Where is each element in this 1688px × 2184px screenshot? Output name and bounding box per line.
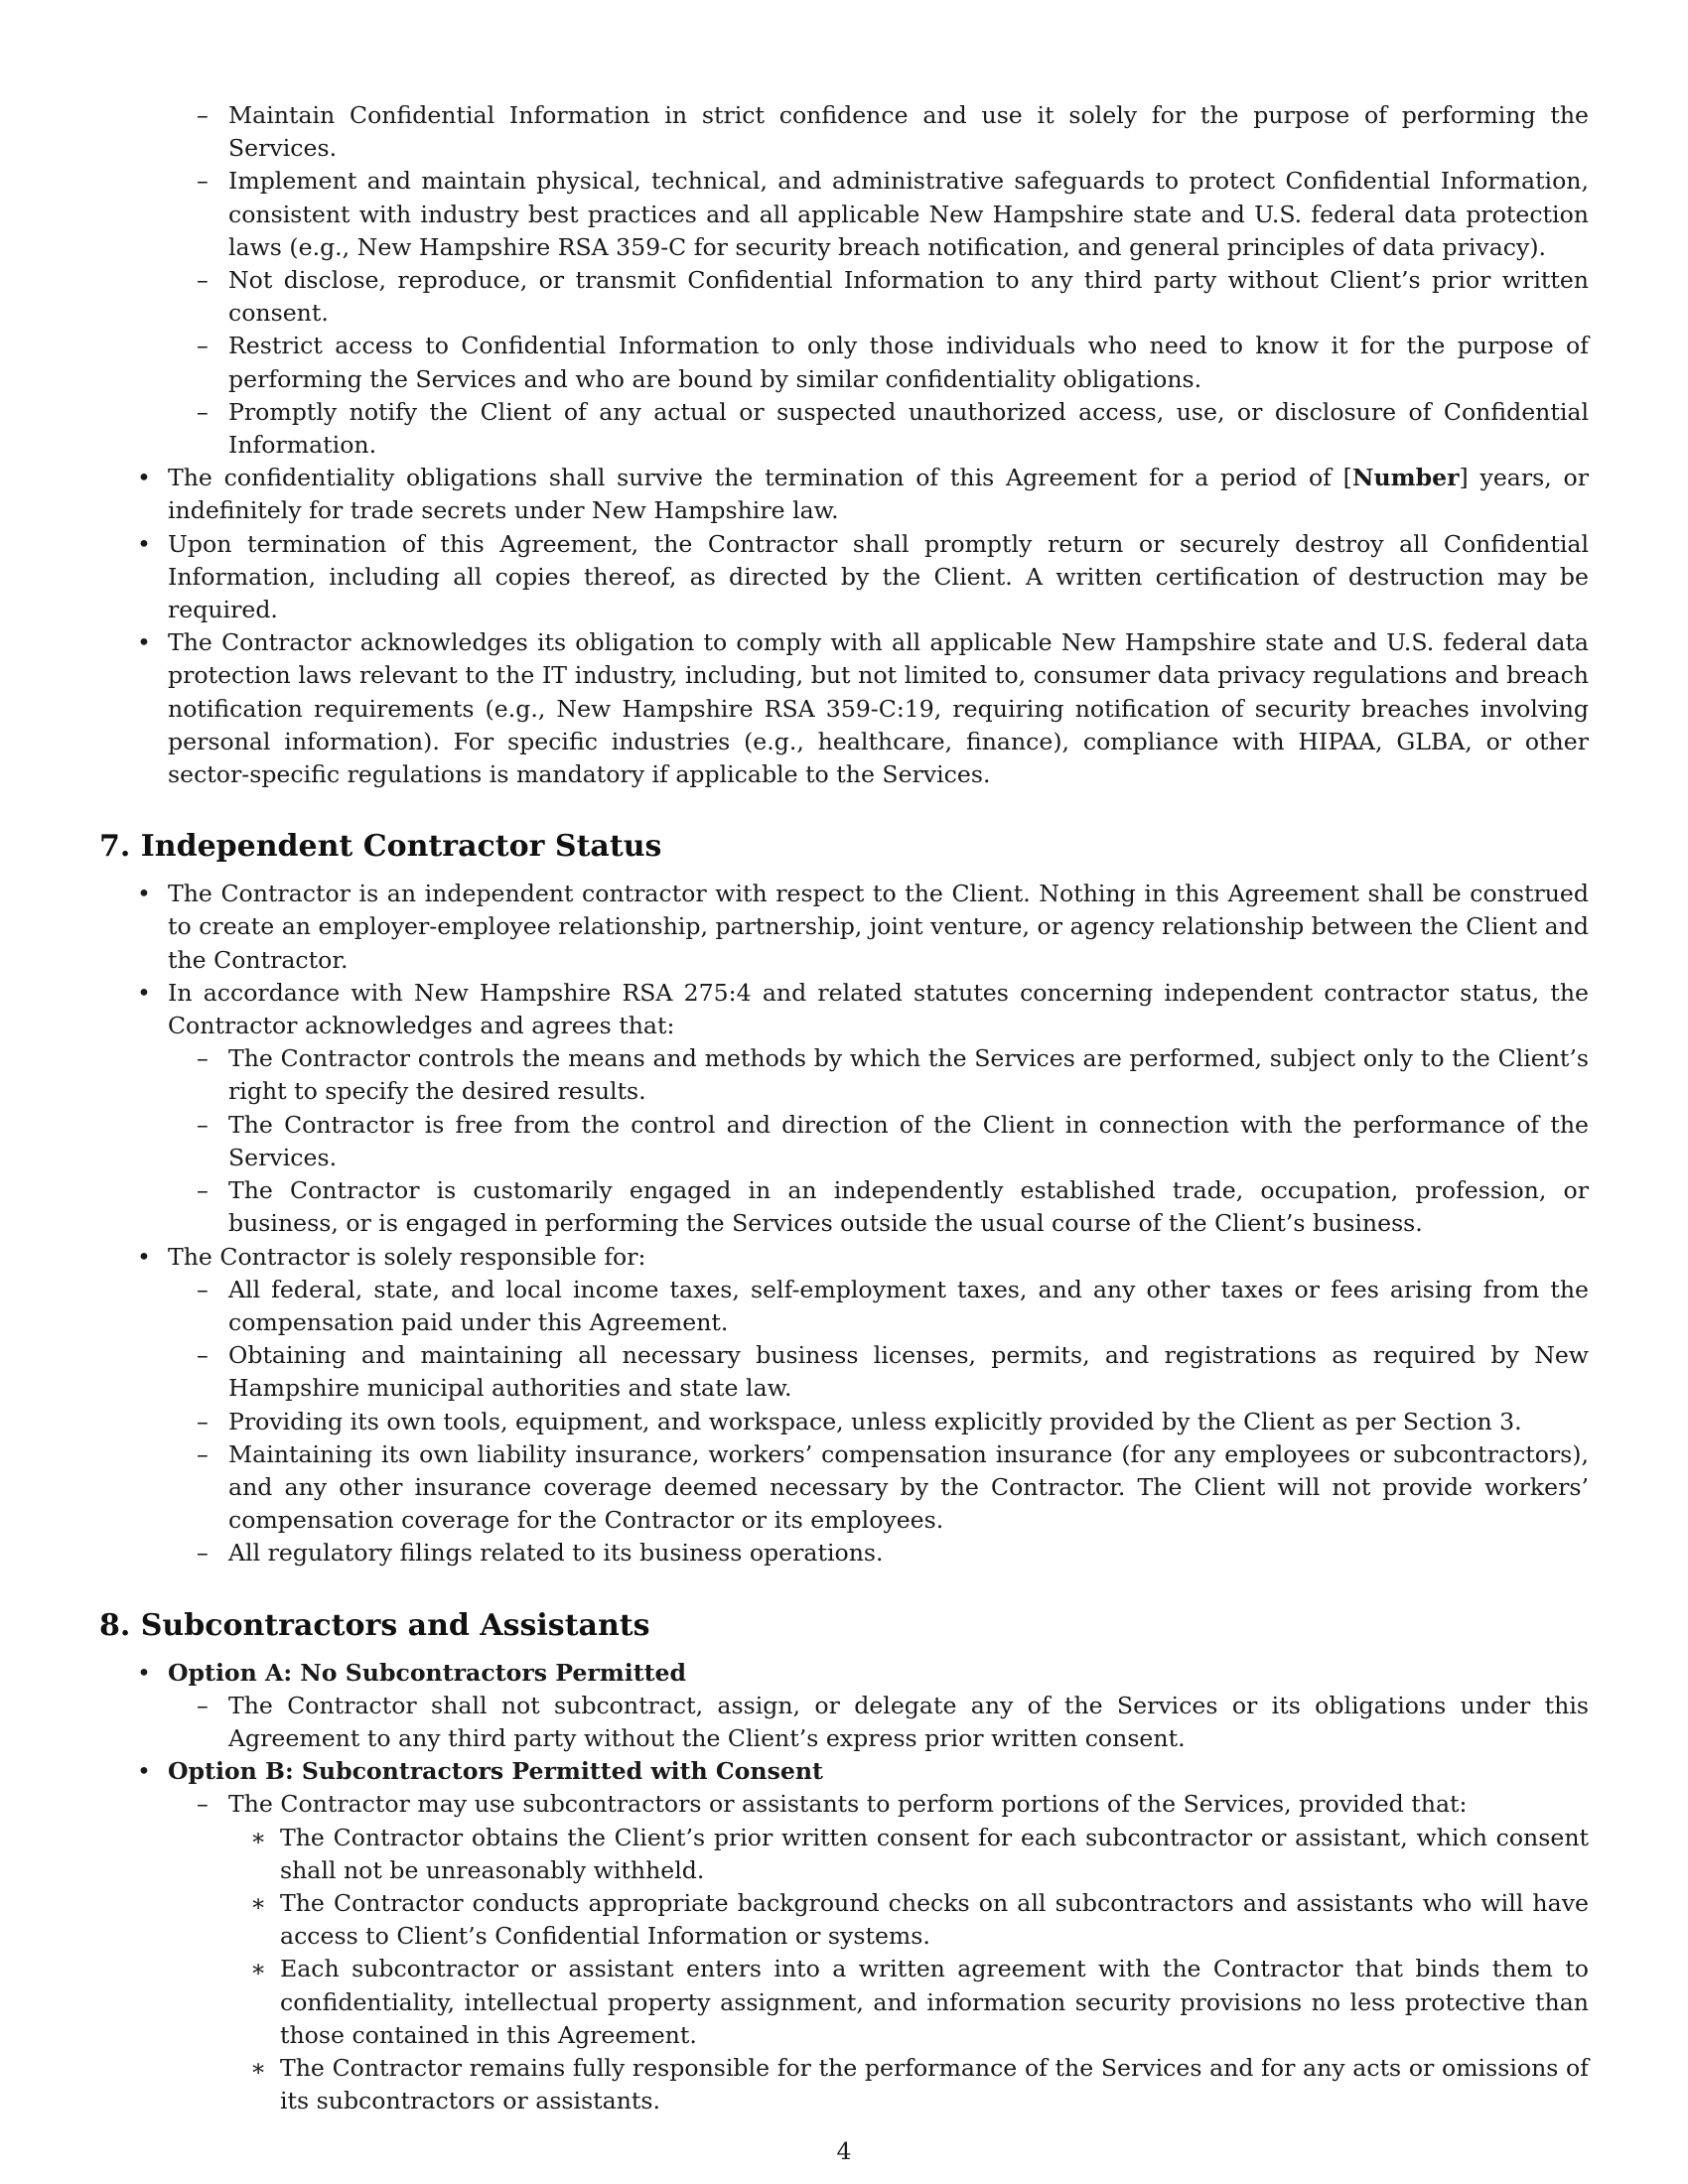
confidentiality-bullets	[99, 462, 1589, 791]
list-item: – The Contractor shall not subcontract, assign, or delegate any of the Services or its obligations under this Agreement to any third party without the Client’s express prior written consent.	[168, 1690, 1589, 1755]
list-item: – Restrict access to Confidential Information to only those individuals who need to know it for the purpose of performing the Services and who are bound by similar confidentiality obligations.	[168, 330, 1589, 395]
list-item: – The Contractor controls the means and methods by which the Services are performed, subject only to the Client’s right to specify the desired results.	[168, 1042, 1589, 1108]
list-item-text: The Contractor may use subcontractors or assistants to perform portions of the Services, provided that:	[228, 1790, 1468, 1819]
list-item-survival	[99, 462, 1589, 527]
list-item: – Maintaining its own liability insurance, workers’ compensation insurance (for any employees or subcontractors), and any other insurance coverage deemed necessary by the Contractor. The Client will not provide workers’ compensation coverage for the Contractor or its employees.	[168, 1438, 1589, 1538]
survival-text-pre: The confidentiality obligations shall survive the termination of this Agreement for a period of [	[168, 464, 1352, 492]
list-item-option-b	[99, 1755, 1589, 2117]
list-item: ∗ The Contractor conducts appropriate background checks on all subcontractors and assistants who will have access to Client’s Confidential Information or systems.	[228, 1887, 1589, 1953]
section-8-heading: 8. Subcontractors and Assistants	[99, 1607, 650, 1643]
list-item-return: • Upon termination of this Agreement, the Contractor shall promptly return or securely destroy all Confidential Information, including all copies thereof, as directed by the Client. A written certification of destruction may be required.	[99, 528, 1589, 627]
list-item: – Not disclose, reproduce, or transmit Confidential Information to any third party without Client’s prior written consent.	[168, 264, 1589, 330]
sublist	[99, 1788, 1589, 2117]
list-item-text: The Contractor is solely responsible for:	[168, 1242, 646, 1271]
list-item	[168, 1788, 1589, 2117]
option-b-label: Option B: Subcontractors Permitted with Consent	[168, 1757, 823, 1786]
list-item: – Implement and maintain physical, technical, and administrative safeguards to protect Confidential Information, consistent with industry best practices and all applicable New Hampshire state and U.S. federal data protection laws (e.g., New Hampshire RSA 359-C for security breach notification, and general principles of data privacy).	[168, 165, 1589, 264]
list-item: • The Contractor is an independent contractor with respect to the Client. Nothing in this Agreement shall be construed to create an employer-employee relationship, partnership, joint venture, or agency relationship between the Client and the Contractor.	[99, 878, 1589, 977]
list-item: – The Contractor is free from the control and direction of the Client in connection with the performance of the Services.	[168, 1109, 1589, 1174]
section-7-heading: 7. Independent Contractor Status	[99, 829, 662, 865]
list-item: ∗ The Contractor obtains the Client’s prior written consent for each subcontractor or assistant, which consent shall not be unreasonably withheld.	[228, 1822, 1589, 1887]
list-item	[99, 977, 1589, 1241]
sublist	[99, 1690, 1589, 1755]
list-item: – All federal, state, and local income taxes, self-employment taxes, and any other taxes or fees arising from the compensation paid under this Agreement.	[168, 1274, 1589, 1339]
page-number: 4	[836, 2137, 852, 2165]
confidentiality-subitems	[168, 99, 1589, 462]
page-content	[99, 99, 1589, 2117]
list-item: ∗ Each subcontractor or assistant enters into a written agreement with the Contractor that binds them to confidentiality, intellectual property assignment, and information security provisions no less protective than those contained in this Agreement.	[228, 1953, 1589, 2052]
list-item: – Maintain Confidential Information in strict confidence and use it solely for the purpose of performing the Services.	[168, 99, 1589, 165]
option-a-label: Option A: No Subcontractors Permitted	[168, 1658, 687, 1687]
list-item: – Providing its own tools, equipment, and workspace, unless explicitly provided by the Client as per Section 3.	[168, 1406, 1589, 1438]
list-item: – Promptly notify the Client of any actual or suspected unauthorized access, use, or disclosure of Confidential Information.	[168, 396, 1589, 462]
section-8-list	[99, 1657, 1589, 2118]
section-7-list	[99, 878, 1589, 1570]
sublist	[99, 1274, 1589, 1570]
list-item: ∗ The Contractor remains fully responsible for the performance of the Services and for any acts or omissions of its subcontractors or assistants.	[228, 2052, 1589, 2117]
sublist	[99, 1042, 1589, 1240]
survival-number-placeholder: Number	[1351, 464, 1460, 492]
list-item: – All regulatory filings related to its business operations.	[168, 1537, 1589, 1570]
list-item-compliance: • The Contractor acknowledges its obligation to comply with all applicable New Hampshire state and U.S. federal data protection laws relevant to the IT industry, including, but not limited to, consumer data privacy regulations and breach notification requirements (e.g., New Hampshire RSA 359-C:19, requiring notification of security breaches involving personal information). For specific industries (e.g., healthcare, finance), compliance with HIPAA, GLBA, or other sector-specific regulations is mandatory if applicable to the Services.	[99, 626, 1589, 791]
list-item: – Obtaining and maintaining all necessary business licenses, permits, and registrations as required by New Hampshire municipal authorities and state law.	[168, 1339, 1589, 1405]
list-item	[99, 1241, 1589, 1570]
list-item-option-a	[99, 1657, 1589, 1756]
list-item: – The Contractor is customarily engaged in an independently established trade, occupation, profession, or business, or is engaged in performing the Services outside the usual course of the Client’s business.	[168, 1174, 1589, 1240]
list-item-text: In accordance with New Hampshire RSA 275:4 and related statutes concerning independent contractor status, the Contractor acknowledges and agrees that:	[168, 978, 1589, 1040]
survival-text-post: ] years, or indefinitely for trade secrets under New Hampshire law.	[168, 464, 1589, 525]
conditions-list	[168, 1822, 1589, 2118]
